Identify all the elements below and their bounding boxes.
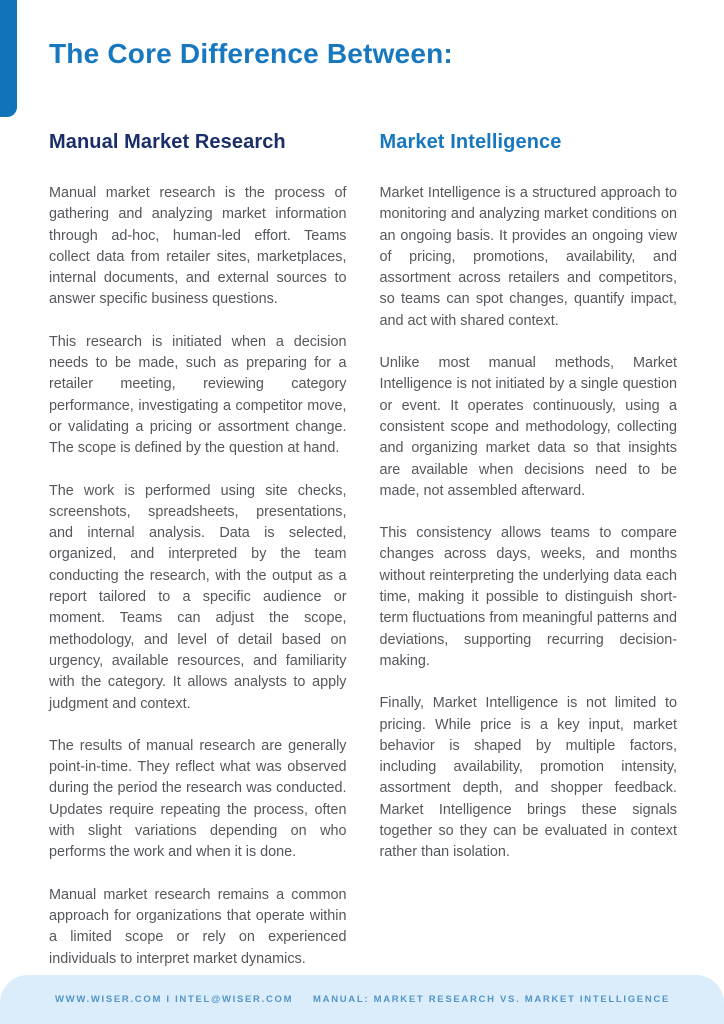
paragraph: Market Intelligence is a structured approach to monitoring and analyzing market conditions on an ongoing basis. It provides an ongoing view of pricing, promotions, availability, and assortment across retailers and competitors, so teams can spot changes, quantify impact, and act with shared context. — [379, 185, 677, 329]
paragraph: Finally, Market Intelligence is not limited to pricing. While price is a key input, market behavior is shaped by multiple factors, including availability, promotion intensity, assortment depth, and shopper feedback. Market Intelligence brings these signals together so they can be evaluated in context rather than isolation. — [379, 695, 677, 861]
column-manual-market-research — [49, 131, 347, 970]
paragraph: Unlike most manual methods, Market Intelligence is not initiated by a single question or event. It operates continuously, using a consistent scope and methodology, collecting and organizing market data so that insights are available when decisions need to be made, not assembled afterward. — [379, 355, 677, 499]
footer-contact-text: WWW.WISER.COM I INTEL@WISER.COM — [55, 994, 294, 1005]
footer-bar — [0, 975, 724, 1024]
footer-document-title: MANUAL: MARKET RESEARCH VS. MARKET INTELLIGENCE — [313, 994, 670, 1005]
accent-bar — [0, 0, 17, 117]
paragraph: This consistency allows teams to compare changes across days, weeks, and months without reinterpreting the underlying data each time, making it possible to distinguish short-term fluctuations from meaningful patterns and deviations, supporting recurring decision-making. — [379, 525, 677, 669]
column-heading-market-intelligence: Market Intelligence — [379, 131, 562, 153]
paragraph: The results of manual research are generally point-in-time. They reflect what was observed during the period the research was conducted. Updates require repeating the process, often with slight variations depending on who performs the work and when it is done. — [49, 737, 347, 861]
paragraph: The work is performed using site checks, screenshots, spreadsheets, presentations, and internal analysis. Data is selected, organized, and interpreted by the team conducting the research, with the output as a report tailored to a specific audience or moment. Teams can adjust the scope, methodology, and level of detail based on urgency, available resources, and familiarity with the category. It allows analysts to apply judgment and context. — [49, 482, 347, 712]
paragraph: This research is initiated when a decision needs to be made, such as preparing for a retailer meeting, reviewing category performance, investigating a competitor move, or validating a pricing or assortment change. The scope is defined by the question at hand. — [49, 333, 347, 457]
paragraph: Manual market research remains a common approach for organizations that operate within a limited scope or rely on experienced individuals to interpret market dynamics. — [49, 886, 347, 967]
comparison-columns — [49, 131, 677, 970]
column-heading-manual-market-research: Manual Market Research — [49, 131, 286, 153]
page-title: The Core Difference Between: — [49, 38, 453, 69]
paragraph: Manual market research is the process of gathering and analyzing market information through ad-hoc, human-led effort. Teams collect data from retailer sites, marketplaces, internal documents, and external sources to answer specific business questions. — [49, 185, 347, 308]
column-market-intelligence — [380, 131, 678, 970]
